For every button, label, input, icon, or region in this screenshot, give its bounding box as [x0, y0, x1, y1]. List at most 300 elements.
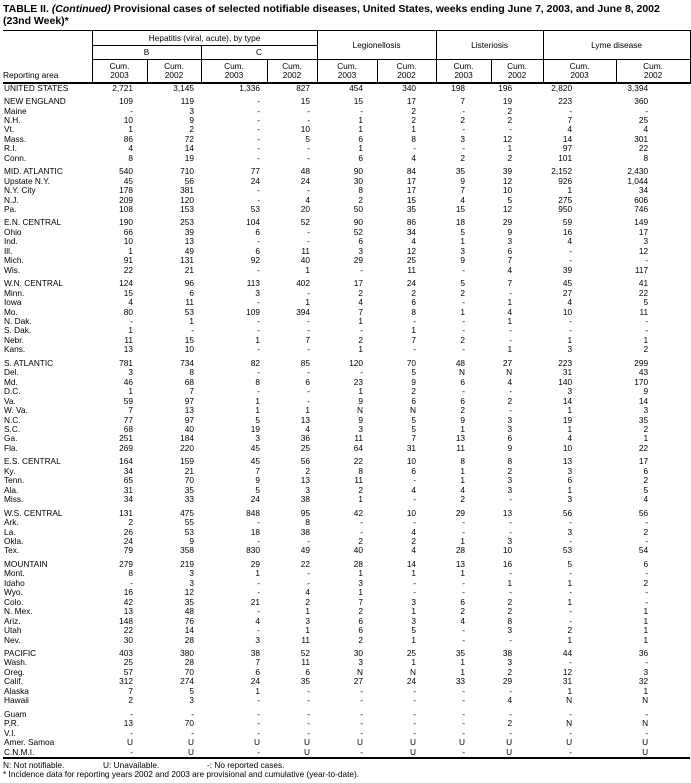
data-cell: 153	[180, 204, 194, 215]
row-area-label: Ind.	[4, 236, 18, 247]
data-cell: 4	[567, 433, 573, 444]
data-cell: -	[307, 727, 311, 738]
data-cell: 9	[358, 395, 364, 406]
data-cell: 4	[305, 424, 311, 434]
data-cell: -	[569, 517, 573, 528]
data-cell: 54	[638, 545, 649, 556]
data-cell: 1	[643, 625, 649, 636]
row-area-label: E.S. CENTRAL	[4, 456, 61, 467]
row-area-label: Wash.	[4, 657, 28, 668]
row-area-label: Idaho	[4, 577, 25, 588]
table-row	[3, 125, 690, 134]
data-cell: 3	[507, 484, 513, 495]
data-cell: U	[147, 748, 201, 758]
table-row	[3, 116, 690, 125]
data-cell: -	[257, 133, 260, 144]
data-cell: 24	[250, 494, 260, 505]
data-cell: 6	[358, 625, 364, 636]
data-cell: 4	[305, 587, 311, 598]
table-row	[3, 83, 690, 93]
data-cell: 8	[507, 456, 513, 467]
data-cell: 35	[184, 484, 194, 495]
data-cell: 53	[184, 526, 194, 537]
data-cell: 25	[123, 657, 133, 668]
data-cell: -	[509, 708, 513, 719]
data-cell: 6	[411, 297, 417, 308]
data-cell: -	[509, 727, 513, 738]
data-cell: 1	[507, 297, 513, 308]
table-row	[3, 345, 690, 354]
data-cell: -	[509, 287, 513, 298]
data-cell: -	[569, 245, 573, 256]
table-row	[3, 177, 690, 186]
data-cell: 196	[498, 82, 513, 93]
data-cell: 4	[411, 545, 417, 556]
data-cell: N	[506, 367, 513, 378]
data-cell: 4	[460, 194, 466, 205]
data-cell: 56	[300, 456, 311, 467]
data-cell: 3	[567, 465, 573, 476]
row-area-label: Hawaii	[4, 695, 29, 706]
data-cell: 140	[558, 376, 573, 387]
data-cell: 2	[189, 124, 194, 135]
data-cell: 18	[250, 526, 260, 537]
data-cell: -	[257, 606, 260, 617]
data-cell: 1	[358, 344, 364, 355]
data-cell: 3	[189, 105, 194, 116]
data-cell: 3	[507, 625, 513, 636]
data-cell: 1	[358, 494, 364, 505]
data-cell: 3	[255, 634, 260, 645]
data-cell: 219	[180, 558, 194, 569]
table-row	[3, 135, 690, 144]
row-area-label: NEW ENGLAND	[4, 96, 66, 107]
row-area-label: Va.	[4, 395, 16, 406]
table-row	[3, 528, 690, 537]
row-area-label: D.C.	[4, 386, 21, 397]
data-cell: 9	[507, 442, 513, 453]
data-cell: -	[645, 568, 649, 579]
row-area-label: MID. ATLANTIC	[4, 166, 63, 177]
data-cell: 2	[305, 596, 311, 607]
data-cell: 2	[460, 606, 466, 617]
data-cell: 85	[300, 357, 311, 368]
data-cell: 21	[184, 264, 194, 275]
data-cell: 11	[354, 433, 364, 444]
col-header-cum-6: Cum. 2002	[377, 60, 436, 83]
data-cell: 2	[128, 695, 133, 706]
data-cell: 402	[296, 278, 311, 289]
data-cell: 734	[180, 357, 194, 368]
data-cell: 15	[123, 287, 133, 298]
data-cell: 11	[639, 306, 649, 317]
data-cell: 4	[411, 526, 417, 537]
data-cell: 9	[643, 386, 649, 397]
data-cell: 12	[638, 245, 649, 256]
data-cell: 45	[250, 442, 260, 453]
data-cell: -	[413, 494, 417, 505]
data-cell: 381	[180, 185, 194, 196]
col-header-cum-8: Cum. 2002	[491, 60, 543, 83]
data-cell: -	[92, 748, 147, 758]
data-cell: 1	[507, 316, 513, 327]
data-cell: 29	[353, 255, 364, 266]
data-cell: 1	[567, 185, 573, 196]
data-cell: 31	[123, 484, 133, 495]
data-cell: -	[191, 708, 194, 719]
data-cell: 12	[562, 666, 573, 677]
data-cell: 4	[643, 494, 649, 505]
data-cell: -	[569, 606, 573, 617]
data-cell: 3	[460, 133, 466, 144]
table-row	[3, 256, 690, 265]
row-area-label: Kans.	[4, 344, 26, 355]
data-cell: 17	[353, 278, 364, 289]
data-cell: 10	[406, 456, 417, 467]
table-row	[3, 144, 690, 153]
data-cell: 53	[184, 306, 194, 317]
data-cell: -	[201, 748, 267, 758]
col-header-cum-2: Cum. 2002	[147, 60, 201, 83]
col-group-legionellosis: Legionellosis	[317, 31, 436, 60]
data-cell: 3	[358, 577, 364, 588]
data-cell: 44	[562, 647, 573, 658]
data-cell: 380	[180, 647, 194, 658]
data-cell: 10	[123, 236, 133, 247]
table-row	[3, 668, 690, 677]
data-cell: 4	[507, 306, 513, 317]
data-cell: 25	[638, 114, 649, 125]
data-cell: 5	[305, 133, 311, 144]
data-cell: 1	[567, 634, 573, 645]
data-cell: -	[130, 708, 133, 719]
data-cell: 56	[638, 507, 649, 518]
table-row	[3, 406, 690, 415]
data-cell: 20	[300, 204, 311, 215]
data-cell: 104	[246, 217, 260, 228]
data-cell: 1	[358, 114, 364, 125]
data-cell: U	[377, 748, 436, 758]
data-cell: 72	[184, 133, 194, 144]
data-cell: 70	[184, 718, 194, 729]
data-cell: 109	[246, 306, 260, 317]
data-cell: 22	[638, 442, 649, 453]
data-cell: 33	[184, 494, 194, 505]
data-cell: 1	[411, 568, 417, 579]
row-area-label: Vt.	[4, 124, 15, 135]
data-cell: 1	[643, 433, 649, 444]
data-cell: 79	[123, 545, 133, 556]
table-row	[3, 687, 690, 696]
col-header-cum-1: Cum. 2003	[92, 60, 147, 83]
data-cell: 17	[406, 175, 417, 186]
data-cell: 76	[184, 615, 194, 626]
row-area-label: Nebr.	[4, 334, 24, 345]
table-row	[3, 228, 690, 237]
data-cell: 25	[406, 647, 417, 658]
data-cell: -	[307, 316, 311, 327]
data-cell: 149	[634, 217, 649, 228]
data-cell: 68	[123, 424, 133, 434]
data-cell: -	[257, 517, 260, 528]
data-cell: 3	[460, 245, 466, 256]
data-cell: -	[413, 587, 417, 598]
data-cell: 6	[507, 245, 513, 256]
data-cell: U	[304, 737, 311, 748]
data-cell: 39	[184, 226, 194, 237]
row-area-label: Fla.	[4, 442, 18, 453]
data-cell: 14	[638, 395, 649, 406]
data-cell: 35	[300, 676, 311, 687]
data-cell: 3	[358, 424, 364, 434]
data-cell: 32	[638, 676, 649, 687]
data-cell: 8	[411, 306, 417, 317]
data-cell: U	[267, 748, 317, 758]
table-row	[3, 579, 690, 588]
data-cell: 49	[184, 245, 194, 256]
data-cell: 84	[406, 166, 417, 177]
row-area-label: Alaska	[4, 685, 29, 696]
data-cell: 7	[507, 255, 513, 266]
data-cell: 3	[507, 475, 513, 486]
data-cell: -	[509, 517, 513, 528]
data-cell: -	[509, 386, 513, 397]
data-cell: 4	[507, 695, 513, 706]
data-cell: 1	[305, 606, 311, 617]
data-cell: 131	[180, 255, 194, 266]
data-cell: -	[191, 325, 194, 336]
data-cell: 3	[507, 414, 513, 425]
table-row	[3, 317, 690, 326]
data-cell: 25	[300, 442, 311, 453]
data-cell: 11	[301, 245, 311, 256]
row-area-label: PACIFIC	[4, 647, 37, 658]
data-cell: 274	[180, 676, 194, 687]
data-cell: 119	[180, 96, 194, 107]
data-cell: U	[506, 737, 513, 748]
legend-no-reported-cases: -: No reported cases.	[207, 759, 285, 770]
data-cell: N	[459, 367, 466, 378]
data-cell: 6	[643, 465, 649, 476]
table-row	[3, 467, 690, 476]
table-row	[3, 588, 690, 597]
data-cell: 97	[184, 395, 194, 406]
row-area-label: Mont.	[4, 568, 25, 579]
data-cell: -	[645, 657, 649, 668]
data-cell: 2	[358, 634, 364, 645]
data-cell: 12	[502, 175, 513, 186]
data-cell: 1	[411, 657, 417, 668]
table-row	[3, 710, 690, 719]
data-cell: -	[257, 194, 260, 205]
data-cell: 23	[353, 376, 364, 387]
row-area-label: Guam	[4, 708, 27, 719]
data-cell: -	[257, 367, 260, 378]
data-cell: 6	[460, 395, 466, 406]
data-cell: 19	[184, 152, 194, 163]
data-cell: 28	[353, 558, 364, 569]
row-area-label: Utah	[4, 625, 22, 636]
data-cell: 28	[184, 657, 194, 668]
data-cell: 13	[184, 236, 194, 247]
data-cell: 178	[119, 185, 133, 196]
data-cell: 9	[255, 475, 260, 486]
data-cell: 6	[255, 226, 260, 237]
data-cell: -	[360, 708, 364, 719]
data-cell: 65	[123, 475, 133, 486]
col-header-cum-7: Cum. 2003	[436, 60, 491, 83]
data-cell: 22	[123, 625, 133, 636]
data-cell: 70	[406, 357, 417, 368]
table-row	[3, 509, 690, 518]
data-cell: -	[569, 587, 573, 598]
data-cell: 38	[502, 647, 513, 658]
data-cell: 9	[358, 414, 364, 425]
table-row	[3, 434, 690, 443]
data-cell: 1	[305, 625, 311, 636]
data-cell: 2	[643, 344, 649, 355]
table-row	[3, 486, 690, 495]
data-cell: 48	[455, 357, 466, 368]
data-cell: 827	[296, 82, 311, 93]
data-cell: 3	[507, 236, 513, 247]
row-area-label: S. Dak.	[4, 325, 32, 336]
data-cell: 56	[562, 507, 573, 518]
data-cell: 3	[255, 287, 260, 298]
data-cell: 2,152	[551, 166, 573, 177]
data-cell: 48	[300, 166, 311, 177]
data-cell: -	[307, 535, 311, 546]
data-cell: -	[462, 708, 466, 719]
data-cell: -	[462, 105, 466, 116]
data-cell: N	[566, 718, 573, 729]
data-cell: -	[257, 143, 260, 154]
data-cell: 17	[638, 456, 649, 467]
data-cell: -	[257, 114, 260, 125]
data-cell: 90	[353, 217, 364, 228]
data-cell: 3	[305, 484, 311, 495]
col-group-lyme-disease: Lyme disease	[543, 31, 690, 60]
row-area-label: N.C.	[4, 414, 21, 425]
data-cell: 19	[502, 96, 513, 107]
data-cell: 38	[250, 647, 260, 658]
table-row	[3, 378, 690, 387]
data-cell: 159	[180, 456, 194, 467]
data-cell: 38	[300, 494, 311, 505]
data-cell: -	[257, 727, 260, 738]
data-cell: -	[307, 105, 311, 116]
data-cell: 120	[349, 357, 364, 368]
data-cell: 14	[184, 625, 194, 636]
data-cell: 2	[507, 606, 513, 617]
data-cell: 13	[562, 456, 573, 467]
table-row	[3, 298, 690, 307]
data-cell: 1	[128, 124, 133, 135]
table-row	[3, 636, 690, 645]
data-cell: -	[645, 105, 649, 116]
data-cell: -	[509, 334, 513, 345]
data-cell: -	[307, 386, 311, 397]
data-cell: 2	[358, 484, 364, 495]
table-title	[3, 4, 689, 27]
data-cell: 4	[567, 236, 573, 247]
data-cell: 21	[250, 596, 260, 607]
data-cell: -	[257, 535, 260, 546]
data-cell: 6	[411, 465, 417, 476]
data-cell: 3	[507, 535, 513, 546]
data-cell: 43	[638, 367, 649, 378]
data-cell: 108	[119, 204, 133, 215]
data-cell: -	[462, 344, 466, 355]
row-area-label: Mass.	[4, 133, 27, 144]
row-area-label: W.N. CENTRAL	[4, 278, 64, 289]
row-area-label: Ark.	[4, 517, 19, 528]
data-cell: 164	[119, 456, 133, 467]
data-cell: 35	[406, 204, 417, 215]
data-cell: U	[459, 737, 466, 748]
data-cell: 1	[643, 334, 649, 345]
row-area-label: Ariz.	[4, 615, 21, 626]
data-cell: 9	[460, 414, 466, 425]
data-cell: 1	[255, 685, 260, 696]
table-row	[3, 237, 690, 246]
data-cell: 45	[250, 456, 260, 467]
data-cell: 7	[255, 465, 260, 476]
table-row	[3, 677, 690, 686]
data-cell: -	[257, 152, 260, 163]
data-cell: 1	[255, 405, 260, 416]
table-row	[3, 457, 690, 466]
data-cell: -	[130, 577, 133, 588]
data-cell: -	[462, 577, 466, 588]
data-cell: 2	[411, 114, 417, 125]
row-area-label: Wis.	[4, 264, 21, 275]
data-cell: 2	[358, 334, 364, 345]
data-cell: 2	[411, 535, 417, 546]
data-cell: -	[413, 316, 417, 327]
data-cell: 39	[562, 264, 573, 275]
data-cell: 5	[643, 297, 649, 308]
data-cell: 80	[123, 306, 133, 317]
data-cell: 7	[128, 685, 133, 696]
data-cell: 117	[634, 264, 649, 275]
data-cell: 2	[507, 666, 513, 677]
data-cell: 299	[634, 357, 649, 368]
data-cell: -	[413, 718, 417, 729]
data-cell: 830	[246, 545, 260, 556]
data-cell: 45	[562, 278, 573, 289]
data-cell: 4	[507, 376, 513, 387]
data-cell: 1	[567, 334, 573, 345]
table-row	[3, 626, 690, 635]
data-cell: 14	[184, 143, 194, 154]
data-cell: 4	[460, 615, 466, 626]
data-cell: 4	[411, 484, 417, 495]
data-cell: 19	[562, 414, 573, 425]
data-cell: -	[413, 727, 417, 738]
row-area-label: Okla.	[4, 535, 24, 546]
data-cell: 8	[643, 152, 649, 163]
data-cell: -	[645, 587, 649, 598]
table-row	[3, 444, 690, 453]
data-cell: 28	[184, 634, 194, 645]
data-cell: -	[569, 708, 573, 719]
data-cell: 29	[250, 558, 260, 569]
data-cell: -	[130, 105, 133, 116]
data-cell: -	[307, 695, 311, 706]
data-cell: 710	[180, 166, 194, 177]
data-cell: 28	[455, 545, 466, 556]
